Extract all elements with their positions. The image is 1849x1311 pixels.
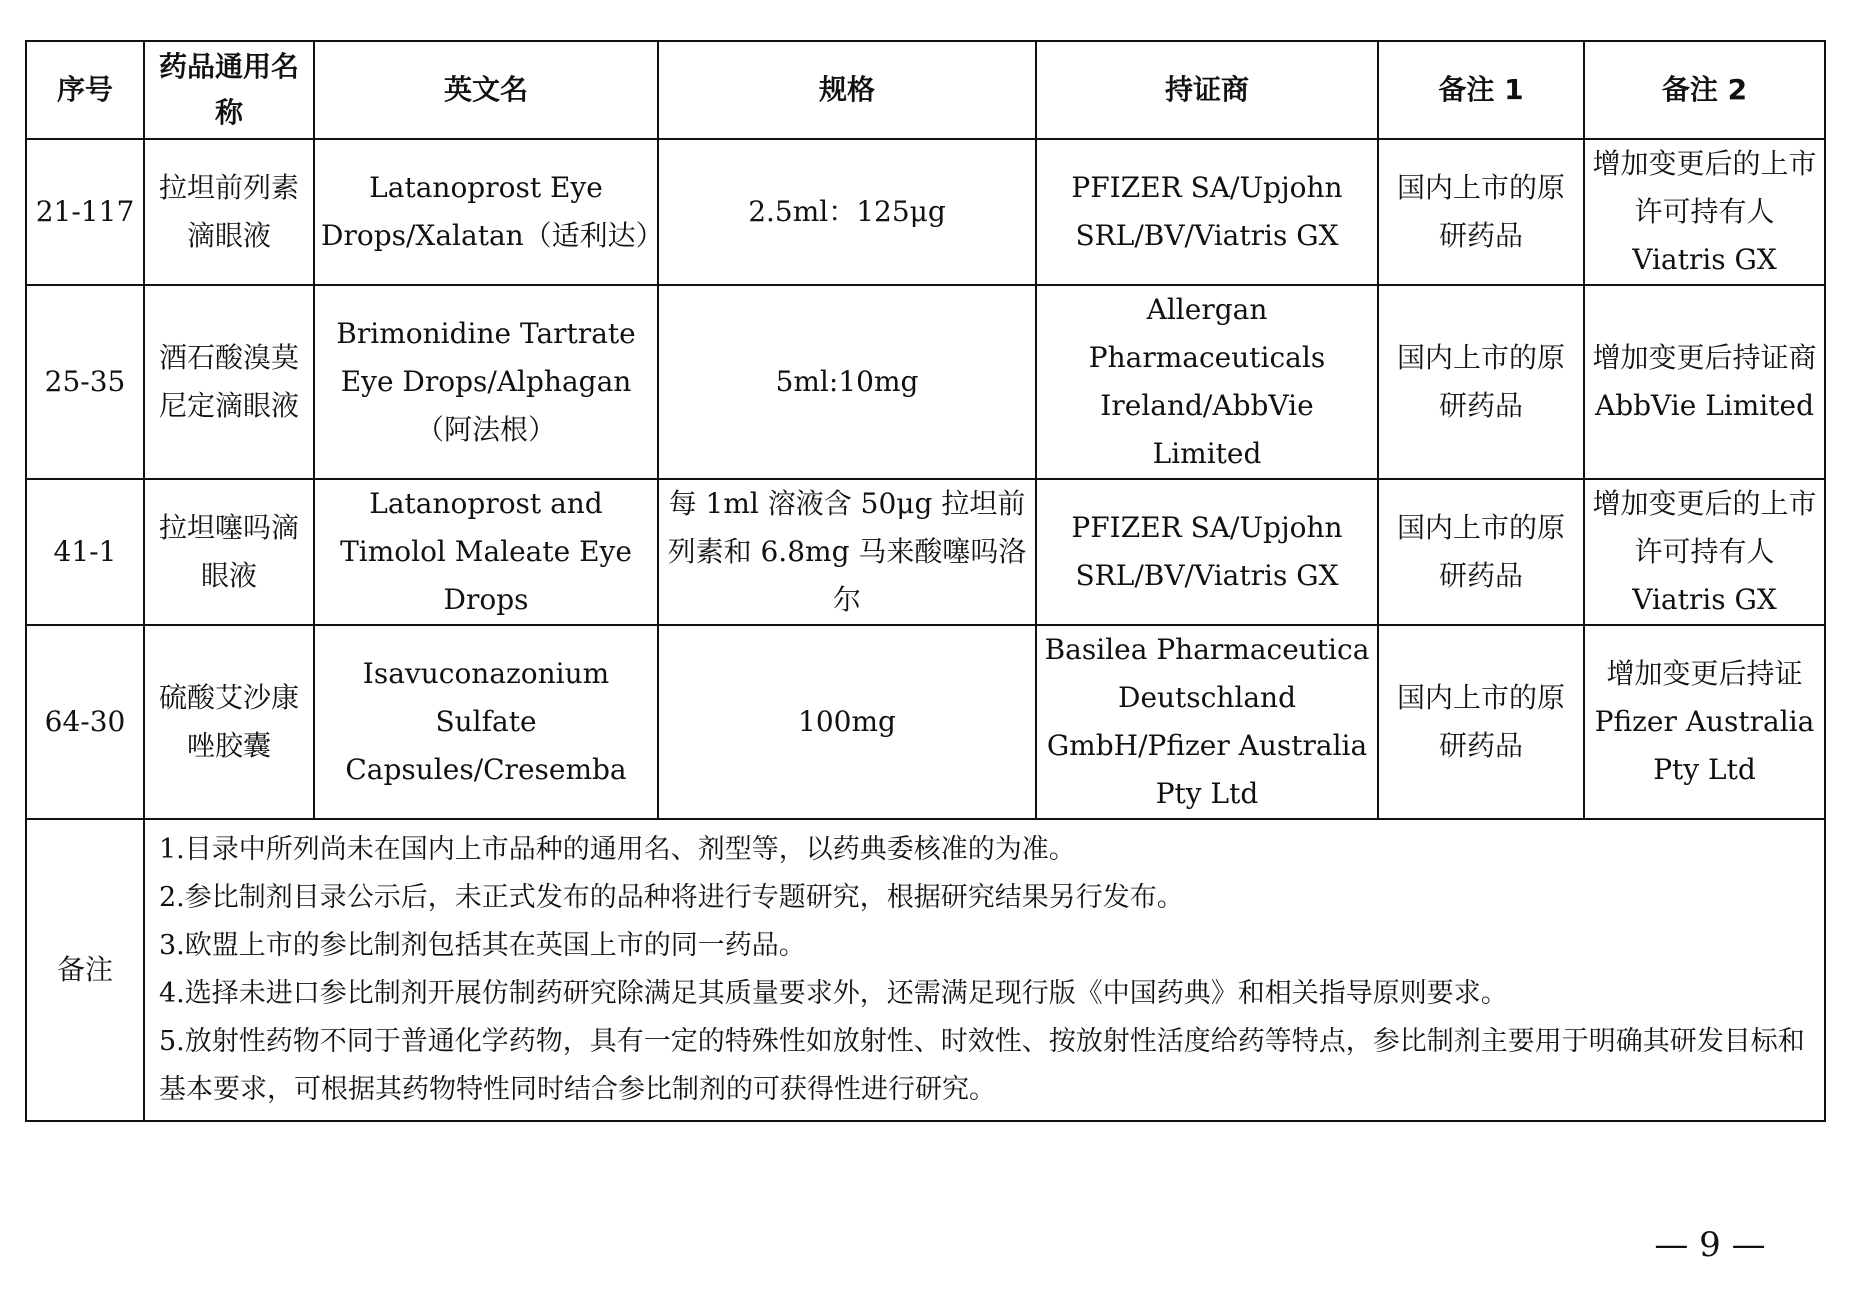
note-item: 1.目录中所列尚未在国内上市品种的通用名、剂型等，以药典委核准的为准。 <box>159 834 1076 865</box>
cell-generic-name: 拉坦前列素滴眼液 <box>144 139 314 285</box>
cell-specification: 5ml:10mg <box>658 285 1036 479</box>
table-row <box>26 139 1825 285</box>
cell-english-name: Brimonidine Tartrate Eye Drops/Alphagan（阿法根） <box>314 285 658 479</box>
cell-generic-name: 拉坦噻吗滴眼液 <box>144 479 314 625</box>
table-header-row <box>26 41 1825 139</box>
cell-specification: 每 1ml 溶液含 50μg 拉坦前列素和 6.8mg 马来酸噻吗洛尔 <box>658 479 1036 625</box>
cell-remark-2: 增加变更后的上市许可持有人 Viatris GX <box>1584 139 1825 285</box>
header-generic-name: 药品通用名称 <box>144 41 314 139</box>
cell-license-holder: PFIZER SA/Upjohn SRL/BV/Viatris GX <box>1036 139 1378 285</box>
note-item: 2.参比制剂目录公示后，未正式发布的品种将进行专题研究，根据研究结果另行发布。 <box>159 882 1184 913</box>
cell-license-holder: Basilea Pharmaceutica Deutschland GmbH/Pfizer Australia Pty Ltd <box>1036 625 1378 819</box>
table-row <box>26 285 1825 479</box>
cell-generic-name: 硫酸艾沙康唑胶囊 <box>144 625 314 819</box>
cell-remark-2: 增加变更后持证 Pfizer Australia Pty Ltd <box>1584 625 1825 819</box>
note-item: 5.放射性药物不同于普通化学药物，具有一定的特殊性如放射性、时效性、按放射性活度给药等特点，参比制剂主要用于明确其研发目标和基本要求，可根据其药物特性同时结合参比制剂的可获得性进行研究。 <box>159 1026 1805 1105</box>
cell-remark-1: 国内上市的原研药品 <box>1378 625 1584 819</box>
cell-serial-no: 21-117 <box>26 139 144 285</box>
cell-specification: 100mg <box>658 625 1036 819</box>
table-row <box>26 479 1825 625</box>
header-english-name: 英文名 <box>314 41 658 139</box>
header-remark-2: 备注 2 <box>1584 41 1825 139</box>
header-specification: 规格 <box>658 41 1036 139</box>
cell-serial-no: 64-30 <box>26 625 144 819</box>
header-serial-no: 序号 <box>26 41 144 139</box>
header-remark-1: 备注 1 <box>1378 41 1584 139</box>
notes-label: 备注 <box>26 819 144 1121</box>
notes-row <box>26 819 1825 1121</box>
table-row <box>26 625 1825 819</box>
cell-specification: 2.5ml：125μg <box>658 139 1036 285</box>
note-item: 4.选择未进口参比制剂开展仿制药研究除满足其质量要求外，还需满足现行版《中国药典》和相关指导原则要求。 <box>159 978 1508 1009</box>
cell-english-name: Latanoprost Eye Drops/Xalatan（适利达） <box>314 139 658 285</box>
cell-serial-no: 25-35 <box>26 285 144 479</box>
notes-content <box>144 819 1825 1121</box>
cell-serial-no: 41-1 <box>26 479 144 625</box>
reference-drug-table <box>25 40 1826 1122</box>
note-item: 3.欧盟上市的参比制剂包括其在英国上市的同一药品。 <box>159 930 806 961</box>
cell-remark-1: 国内上市的原研药品 <box>1378 285 1584 479</box>
cell-english-name: Isavuconazonium Sulfate Capsules/Cresemba <box>314 625 658 819</box>
cell-license-holder: PFIZER SA/Upjohn SRL/BV/Viatris GX <box>1036 479 1378 625</box>
page-number: — 9 — <box>1654 1225 1766 1265</box>
cell-remark-1: 国内上市的原研药品 <box>1378 139 1584 285</box>
cell-english-name: Latanoprost and Timolol Maleate Eye Drops <box>314 479 658 625</box>
cell-remark-2: 增加变更后持证商 AbbVie Limited <box>1584 285 1825 479</box>
cell-generic-name: 酒石酸溴莫尼定滴眼液 <box>144 285 314 479</box>
cell-remark-1: 国内上市的原研药品 <box>1378 479 1584 625</box>
cell-license-holder: Allergan Pharmaceuticals Ireland/AbbVie Limited <box>1036 285 1378 479</box>
cell-remark-2: 增加变更后的上市许可持有人 Viatris GX <box>1584 479 1825 625</box>
header-license-holder: 持证商 <box>1036 41 1378 139</box>
